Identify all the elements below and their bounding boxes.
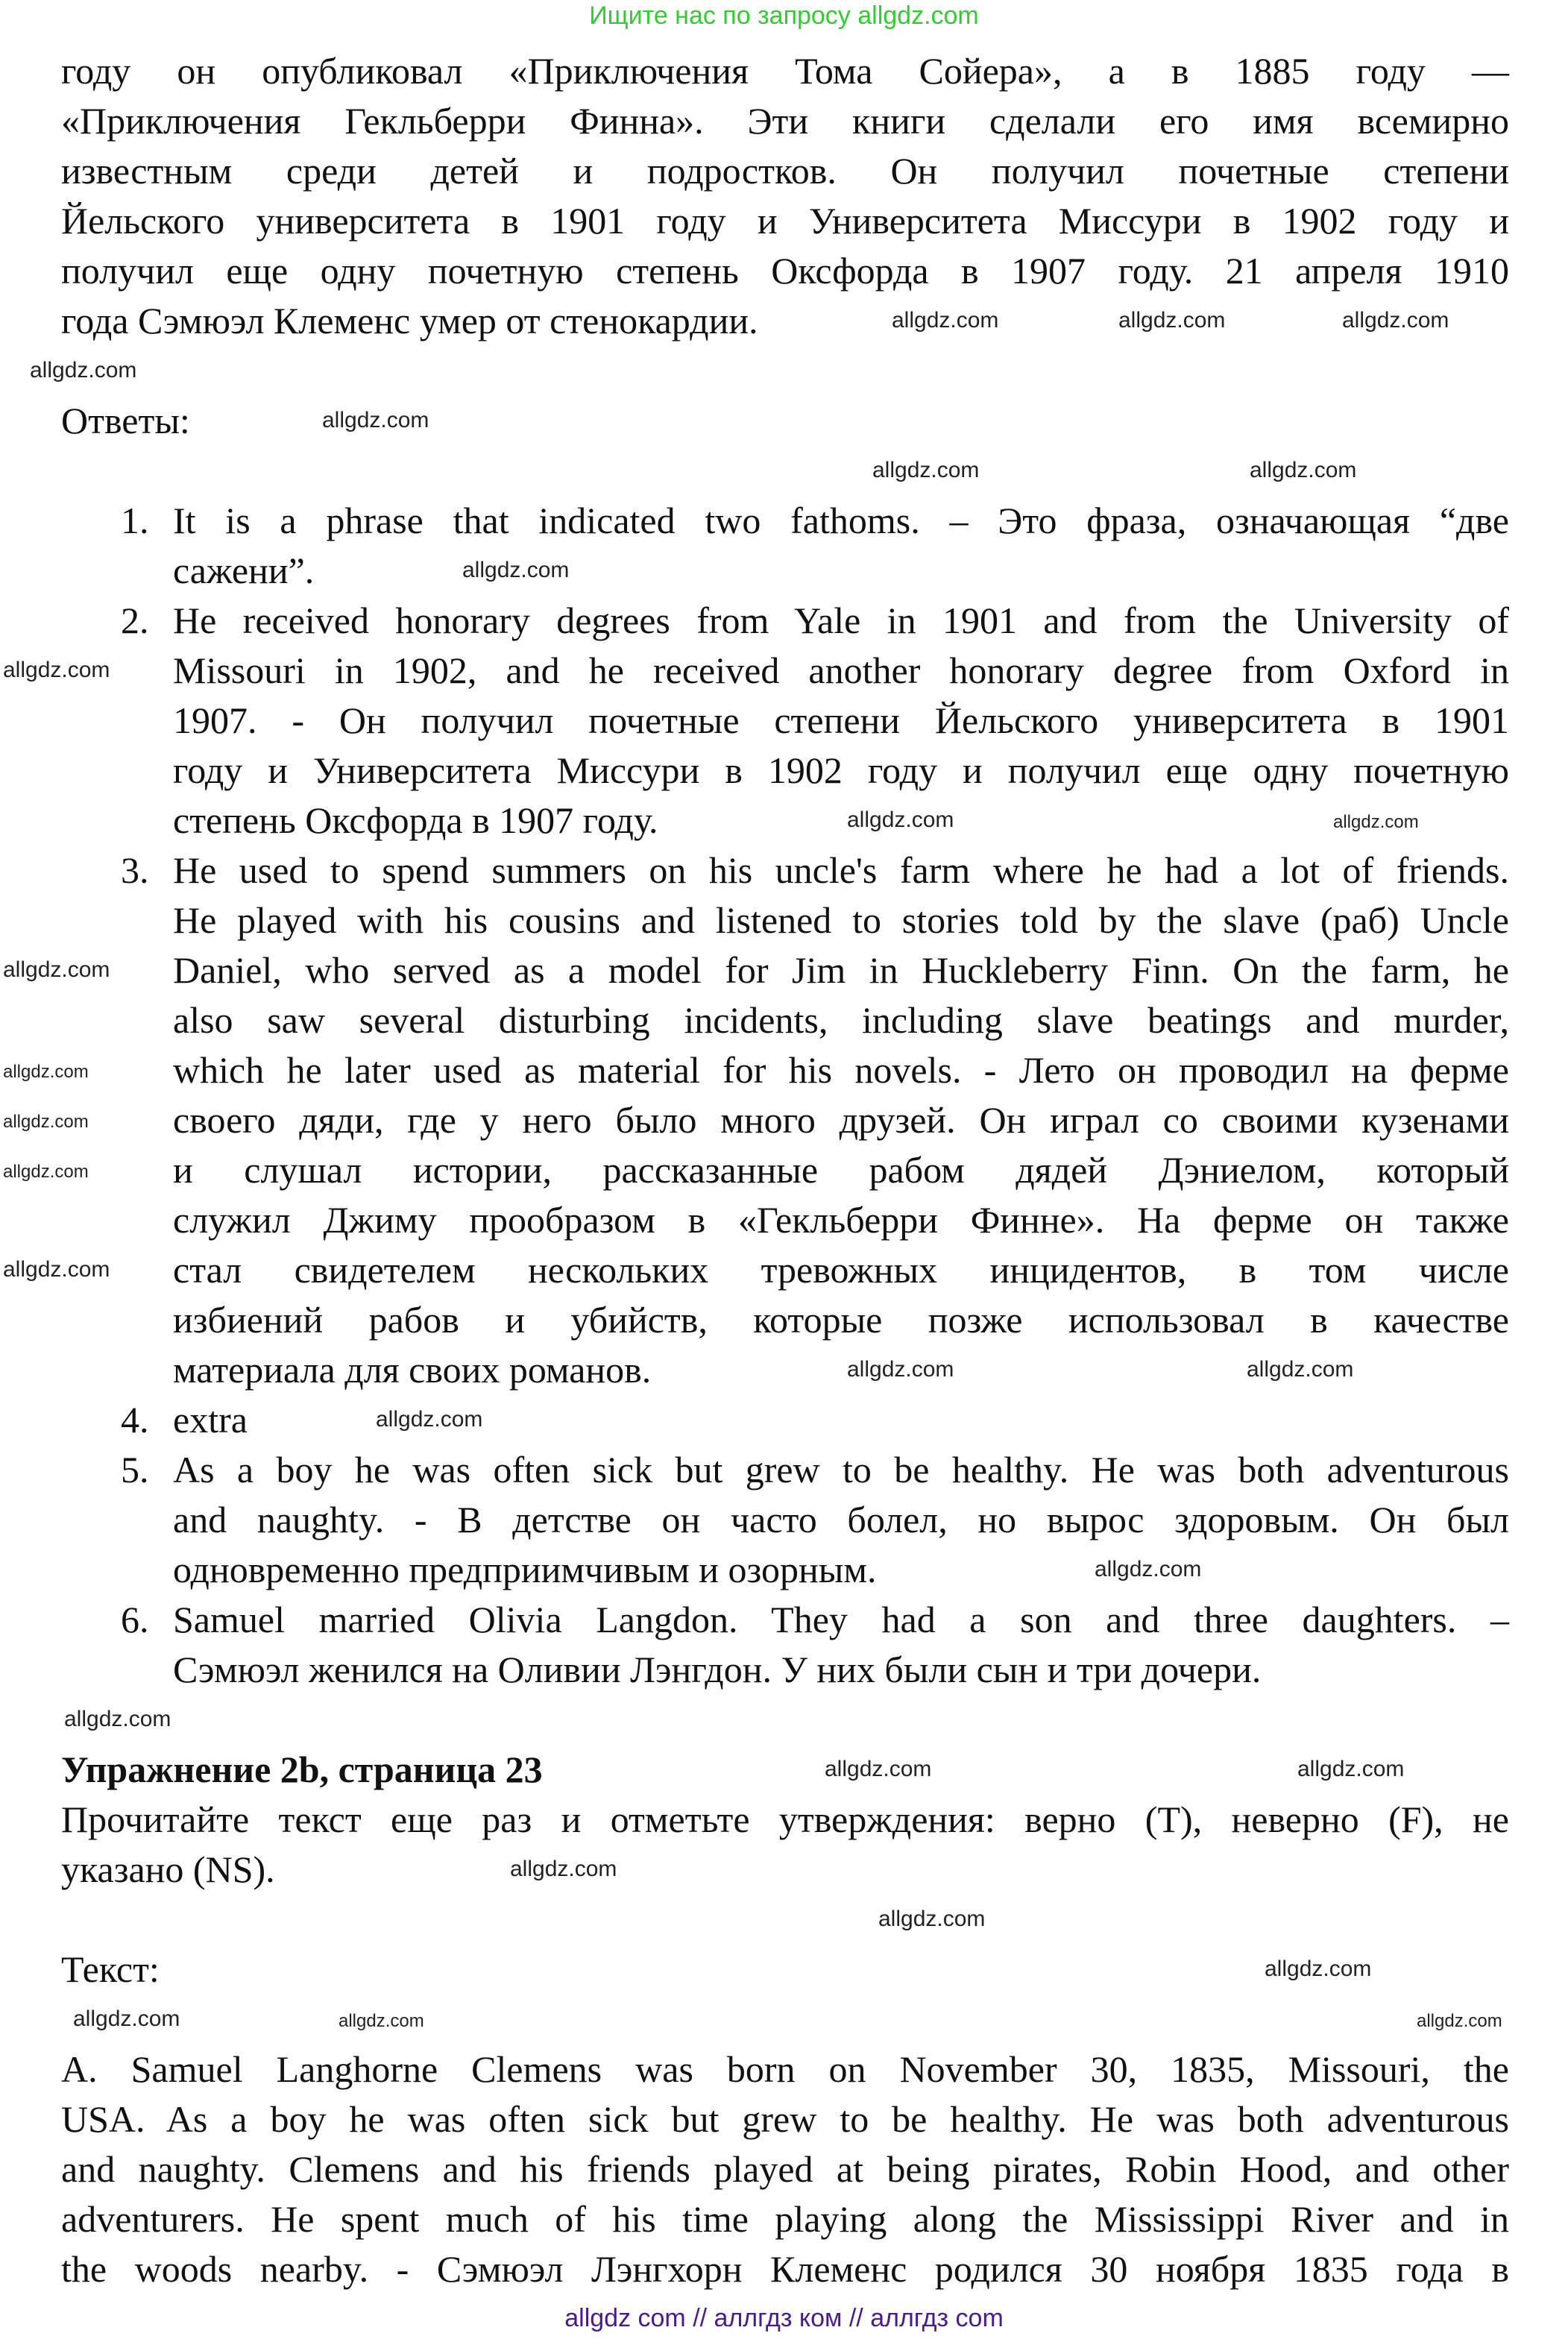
text-line: «Приключения Гекльберри Финна». Эти книги сделали его имя всемирно [61, 100, 1509, 142]
text-line: Missouri in 1902, and he received another honorary degree from Oxford in [173, 649, 1509, 691]
text-line: adventurers. He spent much of his time playing along the Mississippi River and in [61, 2198, 1509, 2240]
text-line: материала для своих романов. [173, 1349, 652, 1391]
text-line: also saw several disturbing incidents, including slave beatings and murder, [173, 999, 1509, 1041]
watermark: allgdz.com [3, 957, 110, 982]
list-item [61, 596, 1509, 846]
instruction-line: указано (NS). [61, 1848, 275, 1890]
watermark: allgdz.com [322, 408, 429, 432]
watermark: allgdz.com [1095, 1557, 1202, 1581]
list-item [61, 496, 1509, 596]
text-line: служил Джиму прообразом в «Гекльберри Финне». На ферме он также [173, 1199, 1509, 1241]
text-label: Текст: [61, 1948, 160, 1990]
watermark: allgdz.com [847, 808, 954, 832]
watermark: allgdz.com [3, 1162, 89, 1182]
text-line: известным среди детей и подростков. Он получил почетные степени [61, 150, 1509, 192]
instruction-line: Прочитайте текст еще раз и отметьте утверждения: верно (T), неверно (F), не [61, 1798, 1509, 1840]
intro-paragraph [61, 46, 1509, 346]
text-line: году и Университета Миссури в 1902 году и получил еще одну почетную [173, 749, 1509, 791]
text-line: USA. As a boy he was often sick but grew to be healthy. He was both adventurous [61, 2098, 1509, 2140]
watermark: allgdz.com [510, 1857, 617, 1881]
watermark: allgdz.com [872, 458, 980, 482]
header-banner-link[interactable]: Ищите нас по запросу allgdz.com [589, 1, 979, 30]
text-line: and naughty. Clemens and his friends played at being pirates, Robin Hood, and other [61, 2148, 1509, 2190]
text-line: одновременно предприимчивым и озорным. [173, 1549, 877, 1590]
text-line: He used to spend summers on his uncle's farm where he had a lot of friends. [173, 849, 1509, 891]
watermark: allgdz.com [3, 1062, 89, 1082]
text-line: He received honorary degrees from Yale in 1901 and from the University of [173, 599, 1509, 641]
list-number: 5. [121, 1449, 149, 1491]
text-line: He played with his cousins and listened to stories told by the slave (раб) Uncle [173, 899, 1509, 941]
watermark: allgdz.com [339, 2011, 424, 2031]
watermark: allgdz.com [73, 2006, 180, 2031]
text-line: As a boy he was often sick but grew to be healthy. He was both adventurous [173, 1449, 1509, 1491]
text-line: избиений рабов и убийств, которые позже использовал в качестве [173, 1299, 1509, 1341]
text-line: степень Оксфорда в 1907 году. [173, 799, 658, 841]
list-item [61, 846, 1509, 1395]
exercise-heading: Упражнение 2b, страница 23 [61, 1748, 543, 1790]
answers-label: Ответы: [61, 400, 190, 441]
list-number: 1. [121, 500, 149, 541]
text-line: года Сэмюэл Клеменс умер от стенокардии. [61, 300, 758, 341]
watermark: allgdz.com [878, 1907, 986, 1931]
list-number: 3. [121, 849, 149, 891]
list-number: 2. [121, 599, 149, 641]
watermark: allgdz.com [847, 1357, 954, 1382]
text-line: Сэмюэл женился на Оливии Лэнгдон. У них были сын и три дочери. [173, 1649, 1262, 1690]
list-item [61, 1395, 1509, 1445]
text-line: and naughty. - В детстве он часто болел, но вырос здоровым. Он был [173, 1499, 1509, 1540]
watermark: allgdz.com [1250, 458, 1357, 482]
watermark: allgdz.com [1297, 1757, 1405, 1781]
text-line: Samuel married Olivia Langdon. They had a son and three daughters. – [173, 1599, 1509, 1640]
watermark: allgdz.com [30, 358, 137, 383]
text-line: Daniel, who served as a model for Jim in Huckleberry Finn. On the farm, he [173, 949, 1509, 991]
list-item [61, 1595, 1509, 1695]
text-line: и слушал истории, рассказанные рабом дядей Дэниелом, который [173, 1149, 1509, 1191]
watermark: allgdz.com [1247, 1357, 1354, 1382]
watermark: allgdz.com [825, 1757, 932, 1781]
watermark: allgdz.com [1342, 308, 1449, 333]
text-line: Йельского университета в 1901 году и Университета Миссури в 1902 году и [61, 200, 1509, 242]
text-line: своего дяди, где у него было много друзей. Он играл со своими кузенами [173, 1099, 1509, 1141]
watermark: allgdz.com [462, 558, 570, 582]
text-line: A. Samuel Langhorne Clemens was born on November 30, 1835, Missouri, the [61, 2048, 1509, 2090]
answers-list [61, 496, 1509, 1695]
watermark: allgdz.com [892, 308, 999, 333]
watermark: allgdz.com [1333, 812, 1419, 832]
list-number: 6. [121, 1599, 149, 1640]
text-line: It is a phrase that indicated two fathoms. – Это фраза, означающая “две [173, 500, 1509, 541]
watermark: allgdz.com [64, 1707, 171, 1731]
text-paragraph-a [61, 2045, 1509, 2294]
list-number: 4. [121, 1399, 149, 1441]
text-line: which he later used as material for his novels. - Лето он проводил на ферме [173, 1049, 1509, 1091]
text-line: стал свидетелем нескольких тревожных инцидентов, в том числе [173, 1249, 1509, 1291]
watermark: allgdz.com [1417, 2011, 1502, 2031]
watermark: allgdz.com [3, 1257, 110, 1282]
list-item [61, 1445, 1509, 1595]
watermark: allgdz.com [3, 1112, 89, 1132]
watermark: allgdz.com [1265, 1957, 1372, 1981]
text-line: получил еще одну почетную степень Оксфорда в 1907 году. 21 апреля 1910 [61, 250, 1509, 292]
text-line: the woods nearby. - Сэмюэл Лэнгхорн Клеменс родился 30 ноября 1835 года в [61, 2248, 1509, 2290]
text-line: extra [173, 1399, 248, 1441]
text-line: сажени”. [173, 550, 315, 591]
footer-banner-link[interactable]: allgdz com // аллгдз ком // аллгдз com [564, 2304, 1004, 2332]
watermark: allgdz.com [3, 658, 110, 682]
watermark: allgdz.com [1118, 308, 1226, 333]
text-line: году он опубликовал «Приключения Тома Сойера», а в 1885 году — [61, 50, 1509, 92]
text-line: 1907. - Он получил почетные степени Йельского университета в 1901 [173, 699, 1509, 741]
watermark: allgdz.com [376, 1407, 483, 1432]
